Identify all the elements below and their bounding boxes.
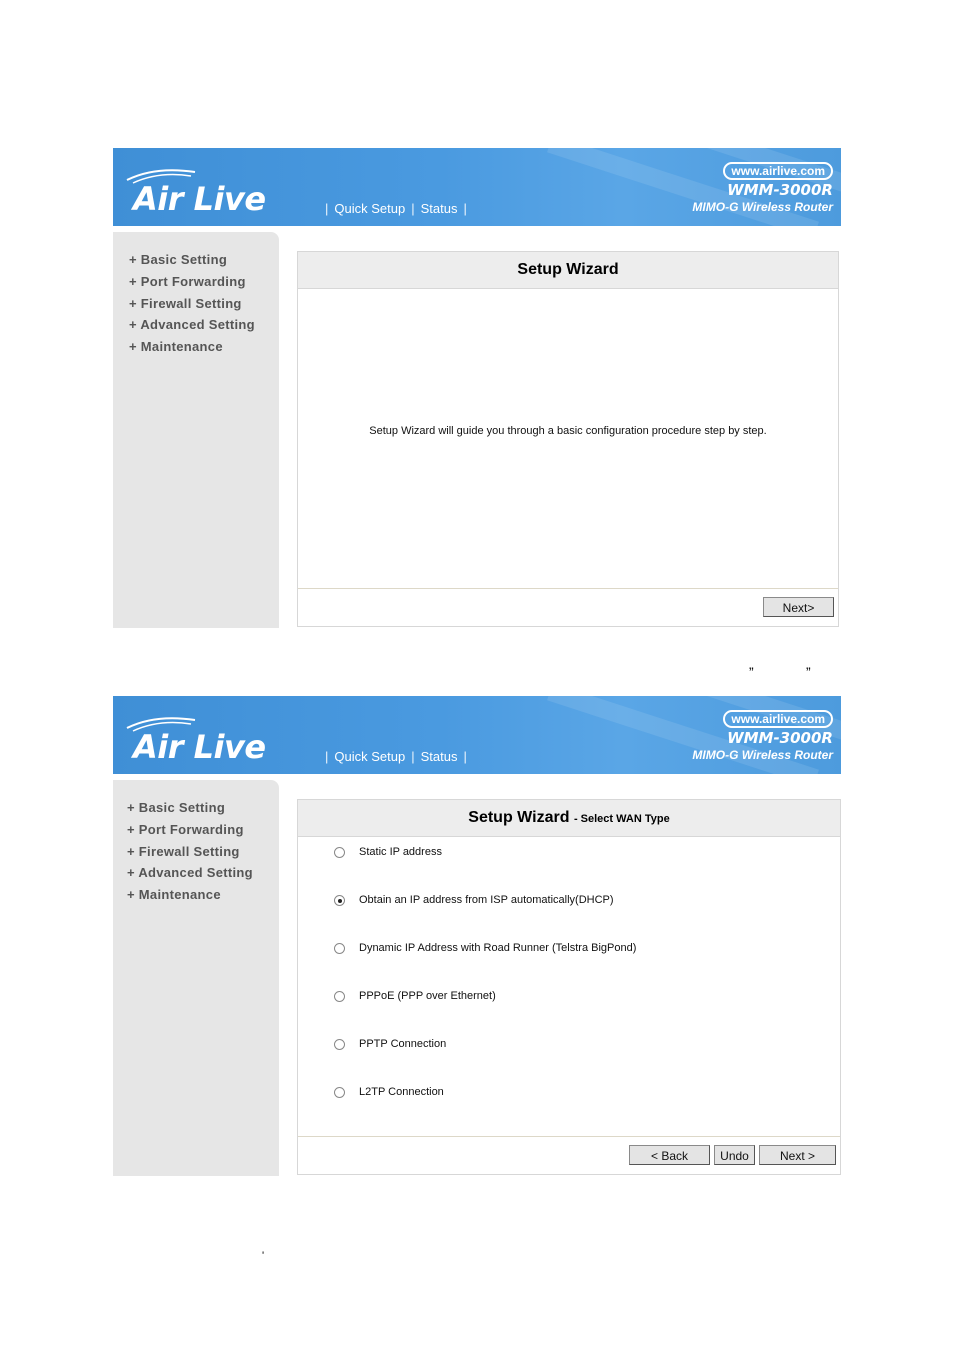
nav-status[interactable]: Status [420,201,458,216]
model-subtitle: MIMO-G Wireless Router [692,748,833,762]
brand-url: www.airlive.com [723,162,833,180]
airlive-logo[interactable] [125,166,295,218]
radio-dhcp[interactable] [334,895,345,906]
nav-separator: | [325,201,329,216]
logo-text: Air Live [133,180,266,218]
undo-button[interactable]: Undo [714,1145,755,1165]
brand-block [692,162,833,214]
nav-separator: | [411,749,415,764]
back-button[interactable]: < Back [629,1145,710,1165]
sidebar-item-firewall-setting[interactable]: + Firewall Setting [127,844,240,859]
panel-header [298,252,838,289]
sidebar-item-maintenance[interactable]: + Maintenance [127,887,221,902]
panel-title: Setup Wizard [517,261,619,278]
wan-option-label: PPPoE (PPP over Ethernet) [359,990,496,1002]
sidebar-item-maintenance[interactable]: + Maintenance [129,339,223,354]
sidebar-item-advanced-setting[interactable]: + Advanced Setting [129,317,255,332]
nav-separator: | [325,749,329,764]
header-banner [113,696,841,774]
logo-text: Air Live [133,728,266,766]
sidebar-item-basic-setting[interactable]: + Basic Setting [129,252,228,267]
wan-option-label: PPTP Connection [359,1038,447,1050]
panel-header [298,800,840,837]
radio-pptp[interactable] [334,1039,345,1050]
radio-l2tp[interactable] [334,1087,345,1098]
nav-status[interactable]: Status [420,749,458,764]
sidebar-menu [113,780,279,1176]
wan-type-panel [297,799,841,1175]
quote-mark-right: ” [806,664,811,680]
radio-pppoe[interactable] [334,991,345,1002]
next-button[interactable]: Next > [759,1145,836,1165]
next-button[interactable]: Next> [763,597,834,617]
wizard-message: Setup Wizard will guide you through a basic configuration procedure step by step. [369,425,767,437]
sidebar-item-port-forwarding[interactable]: + Port Forwarding [129,274,246,289]
nav-separator: | [463,749,467,764]
setup-wizard-panel [297,251,839,627]
model-name: WMM-3000R [727,729,833,747]
top-nav [319,201,473,216]
header-banner [113,148,841,226]
panel-footer [298,1136,840,1174]
brand-url: www.airlive.com [723,710,833,728]
footer-mark: ' [262,1250,265,1262]
airlive-logo[interactable] [125,714,295,766]
radio-static-ip[interactable] [334,847,345,858]
nav-quick-setup[interactable]: Quick Setup [334,749,406,764]
wan-option-label: Static IP address [359,846,442,858]
nav-separator: | [463,201,467,216]
wan-option-label: Dynamic IP Address with Road Runner (Telstra BigPond) [359,942,637,954]
panel-subtitle: - Select WAN Type [573,813,670,825]
radio-road-runner[interactable] [334,943,345,954]
wan-option-label: L2TP Connection [359,1086,444,1098]
sidebar-item-port-forwarding[interactable]: + Port Forwarding [127,822,244,837]
sidebar-item-basic-setting[interactable]: + Basic Setting [127,800,226,815]
sidebar-item-firewall-setting[interactable]: + Firewall Setting [129,296,242,311]
sidebar-item-advanced-setting[interactable]: + Advanced Setting [127,865,253,880]
model-subtitle: MIMO-G Wireless Router [692,200,833,214]
nav-quick-setup[interactable]: Quick Setup [334,201,406,216]
panel-title: Setup Wizard [468,809,570,826]
wan-option-label: Obtain an IP address from ISP automatically(DHCP) [359,894,614,906]
sidebar-menu [113,232,279,628]
nav-separator: | [411,201,415,216]
panel-footer [298,588,838,626]
screenshot-select-wan-type [113,696,841,1176]
quote-mark-left: ” [749,664,754,680]
top-nav [319,749,473,764]
screenshot-setup-wizard-intro [113,148,841,628]
brand-block [692,710,833,762]
model-name: WMM-3000R [727,181,833,199]
